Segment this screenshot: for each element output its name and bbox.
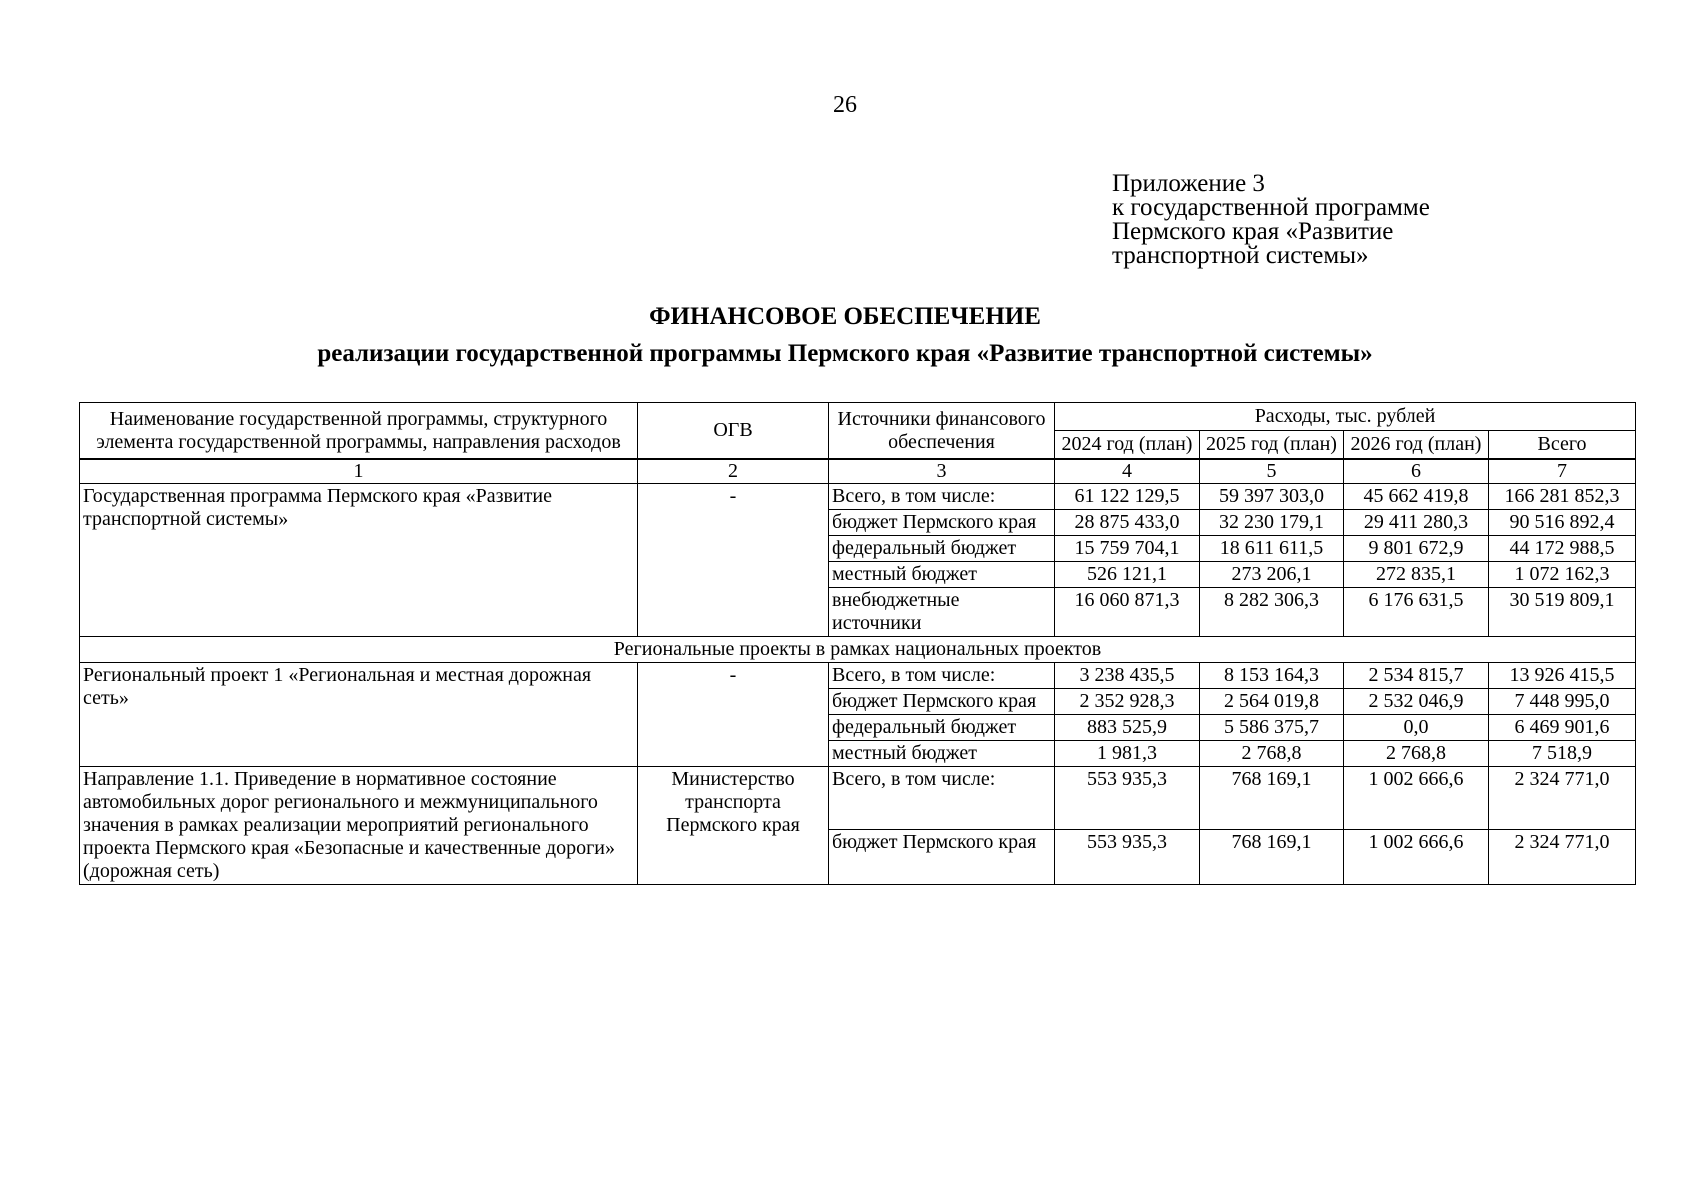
annex-line: к государственной программе xyxy=(1112,194,1430,221)
column-number: 5 xyxy=(1200,459,1344,484)
table-row xyxy=(80,484,1636,510)
value-2025: 2 768,8 xyxy=(1200,741,1344,767)
value-total: 7 518,9 xyxy=(1489,741,1636,767)
value-2026: 272 835,1 xyxy=(1344,562,1489,588)
value-2026: 1 002 666,6 xyxy=(1344,767,1489,830)
direction-name: Направление 1.1. Приведение в нормативное состояние автомобильных дорог регионального и межмуниципального значения в рамках реализации мероприятий регионального проекта Пермского края «Безопасные и качественные дороги» (дорожная сеть) xyxy=(80,767,638,885)
project-ogv: - xyxy=(638,663,829,767)
source-cell: местный бюджет xyxy=(829,741,1055,767)
annex-line: Приложение 3 xyxy=(1112,170,1265,197)
source-cell: Всего, в том числе: xyxy=(829,767,1055,830)
annex-line: транспортной системы» xyxy=(1112,242,1369,269)
column-number: 7 xyxy=(1489,459,1636,484)
value-total: 7 448 995,0 xyxy=(1489,689,1636,715)
value-2025: 8 153 164,3 xyxy=(1200,663,1344,689)
value-2025: 5 586 375,7 xyxy=(1200,715,1344,741)
value-2024: 3 238 435,5 xyxy=(1055,663,1200,689)
program-name: Государственная программа Пермского края «Развитие транспортной системы» xyxy=(80,484,638,637)
column-number: 6 xyxy=(1344,459,1489,484)
source-cell: Всего, в том числе: xyxy=(829,663,1055,689)
financing-table xyxy=(79,402,1636,885)
value-2025: 18 611 611,5 xyxy=(1200,536,1344,562)
source-cell: внебюджетные источники xyxy=(829,588,1055,637)
source-cell: федеральный бюджет xyxy=(829,536,1055,562)
source-cell: бюджет Пермского края xyxy=(829,510,1055,536)
value-2024: 553 935,3 xyxy=(1055,830,1200,885)
direction-ogv: Министерство транспорта Пермского края xyxy=(638,767,829,885)
value-total: 2 324 771,0 xyxy=(1489,767,1636,830)
value-total: 2 324 771,0 xyxy=(1489,830,1636,885)
header-2024: 2024 год (план) xyxy=(1055,431,1200,460)
source-cell: бюджет Пермского края xyxy=(829,830,1055,885)
header-expenses: Расходы, тыс. рублей xyxy=(1055,403,1636,431)
header-2026: 2026 год (план) xyxy=(1344,431,1489,460)
value-2024: 28 875 433,0 xyxy=(1055,510,1200,536)
table-row xyxy=(80,663,1636,689)
column-number: 3 xyxy=(829,459,1055,484)
value-2026: 9 801 672,9 xyxy=(1344,536,1489,562)
value-2026: 6 176 631,5 xyxy=(1344,588,1489,637)
value-2024: 526 121,1 xyxy=(1055,562,1200,588)
value-2025: 59 397 303,0 xyxy=(1200,484,1344,510)
header-total: Всего xyxy=(1489,431,1636,460)
project-name: Региональный проект 1 «Региональная и местная дорожная сеть» xyxy=(80,663,638,767)
annex-line: Пермского края «Развитие xyxy=(1112,218,1394,245)
value-2024: 553 935,3 xyxy=(1055,767,1200,830)
source-cell: Всего, в том числе: xyxy=(829,484,1055,510)
value-total: 30 519 809,1 xyxy=(1489,588,1636,637)
value-2025: 32 230 179,1 xyxy=(1200,510,1344,536)
program-ogv: - xyxy=(638,484,829,637)
value-total: 6 469 901,6 xyxy=(1489,715,1636,741)
value-2026: 0,0 xyxy=(1344,715,1489,741)
header-2025: 2025 год (план) xyxy=(1200,431,1344,460)
source-cell: федеральный бюджет xyxy=(829,715,1055,741)
value-2025: 768 169,1 xyxy=(1200,830,1344,885)
column-number: 1 xyxy=(80,459,638,484)
value-2026: 2 532 046,9 xyxy=(1344,689,1489,715)
value-2024: 15 759 704,1 xyxy=(1055,536,1200,562)
section-row xyxy=(80,637,1636,663)
value-2024: 883 525,9 xyxy=(1055,715,1200,741)
document-title: ФИНАНСОВОЕ ОБЕСПЕЧЕНИЕ xyxy=(649,303,1041,330)
value-2026: 29 411 280,3 xyxy=(1344,510,1489,536)
value-2024: 2 352 928,3 xyxy=(1055,689,1200,715)
source-cell: бюджет Пермского края xyxy=(829,689,1055,715)
value-2025: 273 206,1 xyxy=(1200,562,1344,588)
value-2026: 1 002 666,6 xyxy=(1344,830,1489,885)
header-ogv: ОГВ xyxy=(638,403,829,460)
annex-block xyxy=(1112,172,1430,268)
value-2024: 16 060 871,3 xyxy=(1055,588,1200,637)
value-total: 166 281 852,3 xyxy=(1489,484,1636,510)
value-2025: 8 282 306,3 xyxy=(1200,588,1344,637)
value-total: 13 926 415,5 xyxy=(1489,663,1636,689)
column-number-row xyxy=(80,459,1636,484)
header-sources: Источники финансового обеспечения xyxy=(829,403,1055,460)
header-name: Наименование государственной программы, структурного элемента государственной программы, направления расходов xyxy=(80,403,638,460)
value-total: 1 072 162,3 xyxy=(1489,562,1636,588)
section-title: Региональные проекты в рамках национальных проектов xyxy=(80,637,1636,663)
value-2026: 45 662 419,8 xyxy=(1344,484,1489,510)
page-number: 26 xyxy=(833,92,857,118)
value-2026: 2 534 815,7 xyxy=(1344,663,1489,689)
value-total: 90 516 892,4 xyxy=(1489,510,1636,536)
column-number: 2 xyxy=(638,459,829,484)
column-number: 4 xyxy=(1055,459,1200,484)
source-cell: местный бюджет xyxy=(829,562,1055,588)
value-total: 44 172 988,5 xyxy=(1489,536,1636,562)
table-row xyxy=(80,767,1636,830)
value-2025: 2 564 019,8 xyxy=(1200,689,1344,715)
value-2025: 768 169,1 xyxy=(1200,767,1344,830)
document-subtitle: реализации государственной программы Пермского края «Развитие транспортной системы» xyxy=(317,340,1373,367)
value-2024: 61 122 129,5 xyxy=(1055,484,1200,510)
value-2026: 2 768,8 xyxy=(1344,741,1489,767)
value-2024: 1 981,3 xyxy=(1055,741,1200,767)
